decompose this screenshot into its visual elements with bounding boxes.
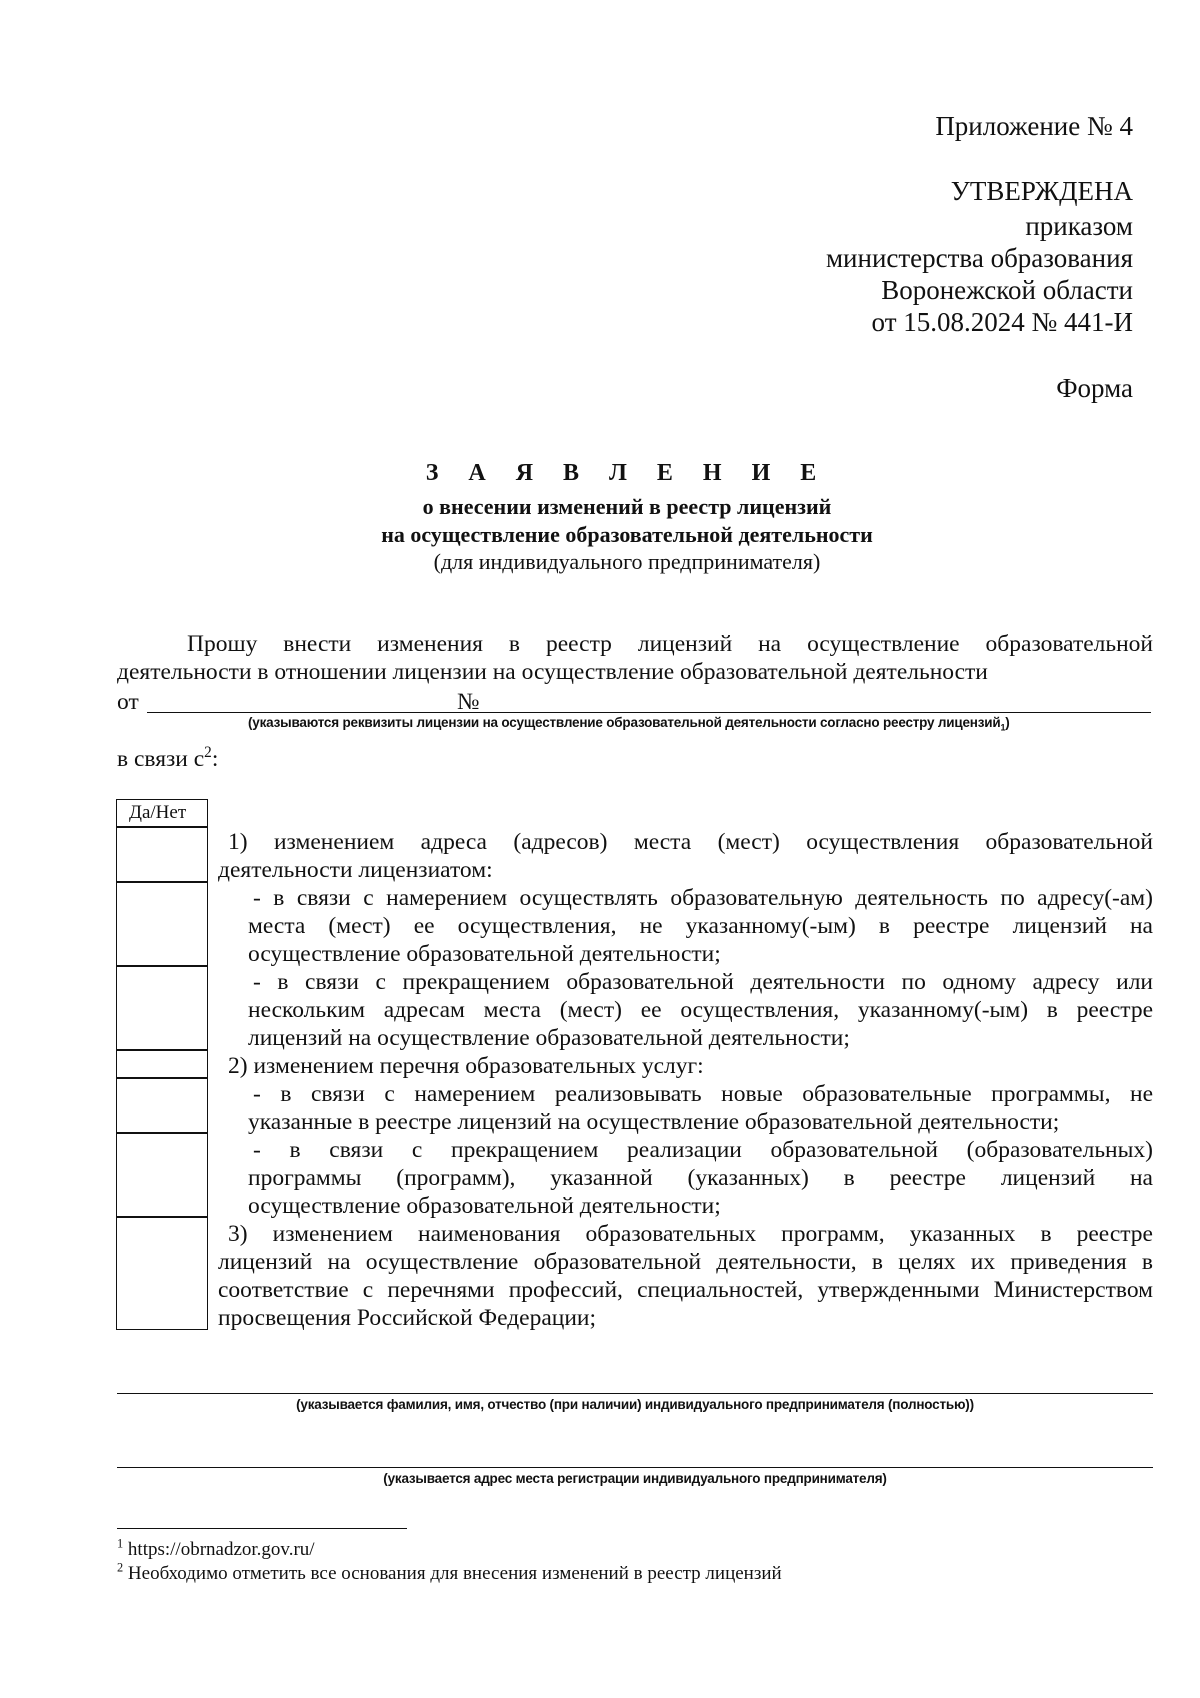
approved-label: УТВЕРЖДЕНА — [950, 176, 1133, 206]
reason-label: в связи $с^2$: — [117, 744, 219, 772]
checkbox-item-5[interactable] — [116, 1077, 208, 1134]
yes-no-header: Да/Нет — [116, 799, 208, 828]
footnote-2: $^2$ Необходимо отметить все основания для внесения изменений в реестр лицензий — [117, 1560, 782, 1584]
item-6-line-1: - в связи с прекращением реализации образовательной (образовательных) — [253, 1137, 1153, 1163]
checkbox-item-7[interactable] — [116, 1216, 208, 1330]
form-label: Форма — [1056, 373, 1133, 403]
item-3-line-1: - в связи с прекращением образовательной деятельности по одному адресу или — [253, 969, 1153, 995]
checkbox-item-1[interactable] — [116, 826, 208, 883]
appendix-label: Приложение № 4 — [935, 111, 1133, 141]
item-7-line-3: соответствие с перечнями профессий, специальностей, утвержденными Министерством — [218, 1277, 1153, 1303]
item-3-line-2: нескольким адресам места (мест) ее осуществления, указанному(-ым) в реестре — [248, 997, 1153, 1023]
title-line-3: (для индивидуального предпринимателя) — [433, 549, 821, 574]
address-hint: (указывается адрес места регистрации индивидуального предпринимателя) — [383, 1471, 887, 1486]
item-2-line-1: - в связи с намерением осуществлять образовательную деятельность по адресу(-ам) — [253, 885, 1153, 911]
number-label: № — [457, 689, 480, 715]
footnote-separator — [117, 1528, 407, 1529]
item-7-line-2: лицензий на осуществление образовательной деятельности, в целях их приведения в — [218, 1249, 1153, 1275]
request-line-1: Прошу внести изменения в реестр лицензий на осуществление образовательной — [187, 631, 1153, 657]
from-label: от — [117, 689, 139, 715]
document-title: З А Я В Л Е Н И Е — [425, 460, 829, 486]
item-1-line-2: деятельности лицензиатом: — [218, 857, 493, 883]
item-7-line-1: 3) изменением наименования образовательных программ, указанных в реестре — [228, 1221, 1153, 1247]
footnote-1: $^1$ https://obrnadzor.gov.ru/ — [117, 1536, 315, 1560]
item-3-line-3: лицензий на осуществление образовательной деятельности; — [248, 1025, 850, 1051]
fio-hint: (указывается фамилия, имя, отчество (при наличии) индивидуального предпринимателя (полностью)) — [296, 1397, 974, 1412]
checkbox-item-2[interactable] — [116, 881, 208, 967]
license-details-hint: (указываются реквизиты лицензии на осуществление образовательной деятельности согласно реестру лицензий$_1$) — [248, 715, 1010, 733]
checkbox-item-4[interactable] — [116, 1049, 208, 1079]
license-details-field[interactable] — [147, 712, 1151, 713]
item-2-line-2: места (мест) ее осуществления, не указанному(-ым) в реестре лицензий на — [248, 913, 1153, 939]
order-line-3: Воронежской области — [881, 275, 1133, 305]
order-line-4: от 15.08.2024 № 441-И — [871, 307, 1133, 337]
checkbox-item-3[interactable] — [116, 965, 208, 1051]
fio-field[interactable] — [117, 1393, 1153, 1394]
item-6-line-2: программы (программ), указанной (указанных) в реестре лицензий на — [248, 1165, 1153, 1191]
item-7-line-4: просвещения Российской Федерации; — [218, 1305, 597, 1331]
item-4-line-1: 2) изменением перечня образовательных услуг: — [228, 1053, 704, 1079]
item-1-line-1: 1) изменением адреса (адресов) места (мест) осуществления образовательной — [228, 829, 1153, 855]
item-2-line-3: осуществление образовательной деятельности; — [248, 941, 721, 967]
checkbox-item-6[interactable] — [116, 1132, 208, 1218]
address-field[interactable] — [117, 1467, 1153, 1468]
item-6-line-3: осуществление образовательной деятельности; — [248, 1193, 721, 1219]
request-line-2: деятельности в отношении лицензии на осуществление образовательной деятельности — [117, 659, 988, 685]
item-5-line-2: указанные в реестре лицензий на осуществление образовательной деятельности; — [248, 1109, 1060, 1135]
order-line-2: министерства образования — [825, 243, 1133, 273]
item-5-line-1: - в связи с намерением реализовывать новые образовательные программы, не — [253, 1081, 1153, 1107]
order-line-1: приказом — [1025, 211, 1133, 241]
title-line-1: о внесении изменений в реестр лицензий — [422, 494, 832, 519]
title-line-2: на осуществление образовательной деятельности — [381, 522, 873, 547]
